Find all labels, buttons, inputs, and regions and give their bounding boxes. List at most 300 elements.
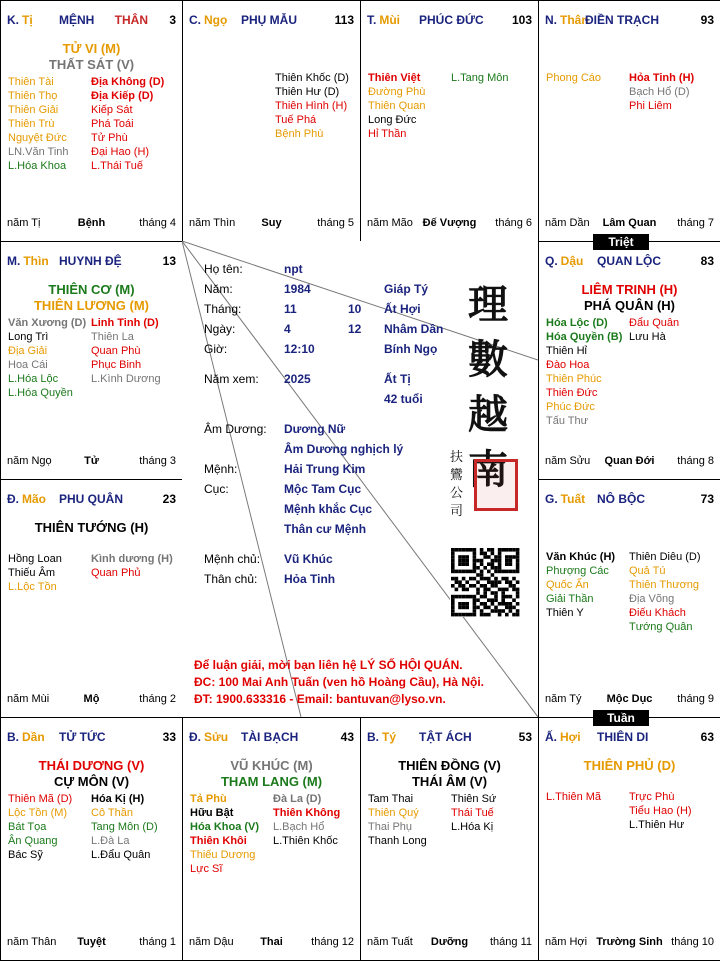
palace-month: tháng 6 [495, 217, 532, 229]
palace-year: năm Tý [545, 693, 582, 705]
star-item: Địa Võng [629, 593, 675, 605]
palace-name: PHỤ MẪU [241, 13, 297, 27]
minor-stars-right [91, 552, 173, 580]
star-item: Tang Môn (D) [91, 821, 158, 833]
star-item: Phá Toái [91, 118, 134, 130]
palace-header [367, 730, 532, 746]
calligraphy-char: 越 [468, 391, 508, 438]
palace-ty[interactable] [360, 717, 539, 961]
minor-stars-right [629, 316, 679, 344]
main-star: CỰ MÔN (V) [53, 774, 130, 789]
palace-year: năm Dậu [189, 936, 234, 948]
minor-stars-left [190, 792, 259, 876]
star-item: L.Đẩu Quân [91, 849, 151, 861]
star-item: Thiên Giải [8, 104, 59, 116]
main-star: THIÊN PHỦ (D) [583, 758, 676, 773]
star-item: Quốc Ấn [546, 579, 589, 591]
destiny-value: Hải Trung Kim [284, 462, 366, 476]
star-item: Phong Cáo [546, 72, 602, 84]
star-item: Long Trì [8, 331, 49, 343]
palace-name: TẬT ÁCH [419, 730, 472, 744]
palace-branch [7, 492, 46, 506]
body-lord-value: Hỏa Tinh [284, 572, 336, 586]
minor-stars-right [275, 71, 349, 141]
star-item: Đào Hoa [546, 359, 590, 371]
hour-value: 12:10 [284, 342, 315, 356]
palace-number: 73 [700, 492, 714, 506]
star-item: L.Thiên Mã [546, 791, 602, 803]
palace-mao[interactable] [0, 479, 183, 718]
palace-header [367, 13, 532, 29]
palace-stage: Tuyệt [77, 936, 106, 948]
day-lunar: 12 [348, 322, 362, 336]
minor-stars-right [91, 75, 164, 173]
palace-stage: Bệnh [77, 217, 106, 229]
palace-number: 63 [700, 730, 714, 744]
star-item: Thiên Khốc (D) [275, 72, 349, 84]
star-item: Thiên Y [546, 607, 584, 619]
seal-side-text: 扶鸞公司 [450, 450, 464, 519]
star-item: Trực Phù [629, 791, 675, 803]
view-year-label: Năm xem: [204, 372, 259, 386]
palace-month: tháng 9 [677, 693, 714, 705]
palace-thin[interactable] [0, 241, 183, 480]
star-item: Thiên Trù [8, 118, 55, 130]
star-item: Phượng Các [546, 565, 609, 577]
palace-footer [7, 217, 176, 231]
star-item: Lưu Hà [629, 331, 666, 343]
star-item: Thiên Việt [368, 72, 421, 84]
star-item: Thiên Phúc [546, 373, 602, 385]
star-item: Tấu Thư [546, 415, 589, 427]
palace-number: 93 [700, 13, 714, 27]
star-item: Thiên Thọ [8, 90, 58, 102]
branch-letter: C. [189, 13, 201, 27]
star-item: Phúc Đức [546, 401, 595, 413]
star-item: Hỏa Tinh (H) [629, 72, 695, 84]
branch-letter: Q. [545, 254, 558, 268]
palace-footer [545, 936, 714, 950]
star-item: Đà La (D) [273, 793, 322, 805]
year-value: 1984 [284, 282, 311, 296]
palace-footer [189, 936, 354, 950]
palace-number: 23 [162, 492, 176, 506]
star-item: Hóa Khoa (V) [190, 821, 260, 833]
star-item: Thiên Hỉ [546, 345, 587, 357]
palace-stage: Mộ [83, 693, 100, 705]
star-item: Kiếp Sát [91, 104, 133, 116]
palace-branch [189, 730, 228, 744]
star-item: L.Hóa Kị [451, 821, 494, 833]
calligraphy-char: 南 [468, 446, 508, 493]
branch-stem: Mão [22, 492, 46, 506]
branch-stem: Tý [382, 730, 397, 744]
contact-line: ĐC: 100 Mai Anh Tuấn (ven hồ Hoàng Cầu), Hà Nội. [194, 675, 485, 689]
star-item: Bệnh Phù [275, 128, 324, 140]
star-item: Tam Thai [368, 793, 414, 805]
main-star: THÁI DƯƠNG (V) [38, 758, 145, 773]
palace-branch [7, 254, 49, 268]
contact-line: ĐT: 1900.633316 - Email: bantuvan@lyso.vn. [194, 692, 446, 706]
star-item: Giải Thần [546, 593, 594, 605]
star-item: Thiên Diêu (D) [629, 551, 701, 563]
palace-month: tháng 11 [489, 936, 532, 948]
yinyang-label: Âm Dương: [204, 422, 267, 436]
palace-header [189, 730, 354, 746]
palace-month: tháng 8 [677, 455, 714, 467]
palace-branch [545, 254, 583, 268]
star-item: Thiên Mã (D) [8, 793, 73, 805]
palace-header [545, 492, 714, 508]
main-star: THIÊN LƯƠNG (M) [33, 298, 150, 313]
star-item: Phục Binh [91, 359, 142, 371]
palace-ti[interactable] [0, 0, 183, 242]
star-item: L.Hóa Khoa [8, 160, 67, 172]
star-item: Thiên Quý [368, 807, 419, 819]
palace-stage: Tử [84, 455, 99, 467]
palace-tuat[interactable] [538, 479, 720, 718]
star-item: Bạch Hổ (D) [629, 86, 690, 98]
year-label: Năm: [204, 282, 233, 296]
star-item: Điếu Khách [629, 607, 686, 619]
star-item: Nguyệt Đức [8, 132, 67, 144]
star-item: LN.Văn Tinh [8, 146, 69, 158]
star-item: L.Thiên Hư [629, 819, 685, 831]
star-item: Hồng Loan [8, 553, 62, 565]
view-year-canchi: Ất Tị [384, 372, 411, 386]
palace-branch [7, 13, 33, 27]
minor-stars-left [546, 316, 622, 428]
palace-footer [545, 217, 714, 231]
qr-code[interactable] [450, 547, 520, 617]
palace-number: 13 [162, 254, 176, 268]
palace-year: năm Mão [367, 217, 413, 229]
star-item: Linh Tinh (D) [91, 317, 159, 329]
view-year-value: 2025 [284, 372, 311, 386]
branch-stem: Tuất [560, 492, 586, 506]
palace-header [7, 254, 176, 270]
star-item: Hóa Lộc (D) [546, 317, 608, 329]
star-item: Hóa Kị (H) [91, 793, 145, 805]
palace-footer [189, 217, 354, 231]
palace-number: 83 [700, 254, 714, 268]
palace-header [7, 492, 176, 508]
palace-header [545, 730, 714, 746]
main-star: VŨ KHÚC (M) [230, 758, 313, 773]
minor-stars-right [451, 71, 508, 85]
star-item: Thiên Không [273, 807, 341, 819]
main-star: TỬ VI (M) [62, 41, 121, 56]
palace-footer [545, 455, 714, 469]
minor-stars-right [91, 792, 158, 862]
palace-name: PHU QUÂN [59, 492, 124, 506]
main-star: PHÁ QUÂN (H) [584, 298, 675, 313]
calligraphy-char: 數 [468, 336, 508, 383]
minor-stars-left [8, 75, 69, 173]
palace-footer [7, 693, 176, 707]
tuan-badge: Tuần [593, 710, 649, 726]
star-item: Văn Xương (D) [8, 317, 87, 329]
minor-stars-right [629, 790, 692, 832]
palace-branch [545, 13, 589, 27]
palace-number: 3 [169, 13, 176, 27]
star-item: L.Kình Dương [91, 373, 161, 385]
palace-name: ĐIỀN TRẠCH [585, 13, 659, 27]
hour-canchi: Bính Ngọ [384, 342, 438, 356]
palace-branch [367, 13, 400, 27]
palace-stage: Dưỡng [430, 936, 469, 948]
minor-stars-left [8, 792, 72, 862]
palace-name: MỆNH [59, 13, 95, 27]
branch-letter: K. [7, 13, 19, 27]
palace-header [545, 13, 714, 29]
name-label: Họ tên: [204, 262, 243, 276]
palace-mui[interactable] [360, 0, 539, 242]
destiny-lord-label: Mệnh chủ: [204, 552, 261, 566]
branch-letter: B. [7, 730, 19, 744]
palace-suu[interactable] [182, 717, 361, 961]
palace-year: năm Ngọ [7, 455, 52, 467]
star-item: Bát Tọa [8, 821, 47, 833]
palace-stage: Quan Đới [604, 455, 655, 467]
palace-than[interactable] [538, 0, 720, 242]
minor-stars-left [8, 552, 62, 594]
destiny-label: Mệnh: [204, 462, 238, 476]
star-item: Hỉ Thần [368, 128, 407, 140]
star-item: Phi Liêm [629, 100, 672, 112]
minor-stars-left [368, 792, 427, 848]
palace-number: 103 [511, 13, 532, 27]
star-item: Thiên Khôi [190, 835, 247, 847]
minor-stars-right [273, 792, 340, 848]
day-label: Ngày: [204, 322, 236, 336]
branch-stem: Ngọ [204, 13, 228, 27]
star-item: Địa Không (D) [91, 76, 165, 88]
palace-name: NÔ BỘC [597, 492, 645, 506]
star-item: Lực Sĩ [190, 863, 223, 875]
element-relation: Mệnh khắc Cục [284, 502, 373, 516]
main-star: THIÊN TƯỚNG (H) [34, 520, 149, 535]
palace-branch [189, 13, 227, 27]
palace-stage: Thai [260, 936, 283, 948]
minor-stars-left [368, 71, 425, 141]
palace-hoi[interactable] [538, 717, 720, 961]
branch-letter: Ấ. [545, 730, 557, 744]
palace-dan[interactable] [0, 717, 183, 961]
star-item: Thiên Sứ [451, 793, 497, 805]
star-item: Đẩu Quân [629, 317, 680, 329]
qr-code-icon [450, 547, 520, 617]
star-item: Hoa Cái [8, 359, 48, 371]
palace-branch [545, 492, 585, 506]
triet-badge: Triệt [593, 234, 649, 250]
palace-month: tháng 4 [139, 217, 176, 229]
star-item: Tuế Phá [275, 114, 317, 126]
branch-stem: Tị [22, 13, 33, 27]
star-item: Đường Phù [368, 86, 426, 98]
star-item: Thiên Tài [8, 76, 54, 88]
yinyang-relation: Âm Dương nghịch lý [284, 442, 404, 456]
minor-stars-left [546, 71, 601, 85]
palace-branch [545, 730, 581, 744]
month-value: 11 [284, 302, 297, 316]
star-item: Thiên Hình (H) [275, 100, 348, 112]
palace-month: tháng 5 [317, 217, 354, 229]
branch-stem: Dần [22, 730, 45, 744]
branch-stem: Hợi [560, 730, 581, 744]
star-item: Thiếu Âm [8, 567, 56, 579]
main-star: THÁI ÂM (V) [411, 774, 488, 789]
star-item: Thiên La [91, 331, 134, 343]
body-palace: Thân cư Mệnh [284, 522, 367, 536]
star-item: Hữu Bật [190, 807, 234, 819]
star-item: Bác Sỹ [8, 849, 43, 861]
branch-letter: N. [545, 13, 557, 27]
branch-letter: M. [7, 254, 21, 268]
palace-branch [7, 730, 45, 744]
palace-footer [367, 217, 532, 231]
body-lord-label: Thân chủ: [204, 572, 258, 586]
star-item: Tử Phù [91, 132, 128, 144]
center-info-panel [182, 241, 538, 717]
hour-label: Giờ: [204, 342, 228, 356]
main-star: THIÊN ĐỒNG (V) [398, 758, 501, 773]
palace-number: 43 [340, 730, 354, 744]
star-item: Thiên Đức [546, 387, 598, 399]
star-item: Văn Khúc (H) [546, 551, 616, 563]
star-item: Tiểu Hao (H) [629, 805, 692, 817]
palace-year: năm Tuất [367, 936, 413, 948]
year-canchi: Giáp Tý [384, 282, 429, 296]
palace-month: tháng 12 [311, 936, 354, 948]
palace-year: năm Sửu [545, 455, 591, 467]
name-value: npt [284, 262, 303, 276]
palace-footer [367, 936, 532, 950]
star-item: Quan Phù [91, 345, 141, 357]
palace-month: tháng 2 [139, 693, 176, 705]
palace-month: tháng 10 [671, 936, 714, 948]
main-star: THAM LANG (M) [220, 774, 323, 789]
star-item: Long Đức [368, 114, 417, 126]
branch-stem: Thân [560, 13, 589, 27]
main-star: THIÊN CƠ (M) [48, 282, 135, 297]
palace-year: năm Hợi [545, 936, 588, 948]
minor-stars-right [629, 550, 701, 634]
star-item: Thiên Hư (D) [275, 86, 340, 98]
star-item: L.Thái Tuế [91, 160, 143, 172]
palace-footer [7, 936, 176, 950]
element-label: Cục: [204, 482, 229, 496]
palace-year: năm Thìn [189, 217, 236, 229]
palace-month: tháng 3 [139, 455, 176, 467]
palace-branch [367, 730, 396, 744]
branch-letter: G. [545, 492, 558, 506]
contact-line: Để luận giải, mời bạn liên hệ LÝ SỐ HỘI QUÁN. [194, 658, 463, 672]
branch-stem: Thìn [23, 254, 49, 268]
palace-name: TÀI BẠCH [241, 730, 299, 744]
branch-stem: Sửu [204, 730, 229, 744]
palace-dau[interactable] [538, 241, 720, 480]
star-item: Kình dương (H) [91, 553, 173, 565]
star-item: Thai Phụ [368, 821, 413, 833]
star-item: Thanh Long [368, 835, 427, 847]
star-item: L.Đà La [91, 835, 130, 847]
palace-stage: Lâm Quan [602, 217, 657, 229]
yinyang-value: Dương Nữ [284, 422, 346, 436]
palace-extra: THÂN [114, 13, 148, 27]
palace-stage: Suy [261, 217, 282, 229]
palace-month: tháng 7 [677, 217, 714, 229]
month-canchi: Ất Hợi [384, 302, 421, 316]
minor-stars-left [546, 790, 601, 804]
palace-name: PHÚC ĐỨC [419, 13, 484, 27]
minor-stars-left [546, 550, 615, 620]
month-lunar: 10 [348, 302, 362, 316]
palace-header [7, 730, 176, 746]
calligraphy-char: 理 [468, 281, 508, 328]
day-canchi: Nhâm Dần [384, 322, 444, 336]
star-item: L.Thiên Khốc [273, 835, 338, 847]
element-value: Mộc Tam Cục [284, 482, 362, 496]
palace-stage: Mộc Dục [606, 693, 653, 705]
star-item: Tả Phù [190, 793, 227, 805]
age-value: 42 tuổi [384, 392, 423, 406]
palace-number: 33 [162, 730, 176, 744]
star-item: Đại Hao (H) [91, 146, 150, 158]
star-item: Thiếu Dương [190, 849, 256, 861]
star-item: Địa Giải [8, 345, 48, 357]
destiny-lord-value: Vũ Khúc [284, 552, 333, 566]
star-item: Thái Tuế [451, 807, 494, 819]
main-star: THẤT SÁT (V) [48, 57, 135, 72]
palace-stage: Trường Sinh [596, 936, 663, 948]
star-item: Quan Phủ [91, 567, 141, 579]
month-label: Tháng: [204, 302, 242, 316]
palace-year: năm Dần [545, 217, 590, 229]
palace-number: 53 [518, 730, 532, 744]
star-item: Thiên Thương [629, 579, 700, 591]
star-item: Quả Tú [629, 565, 666, 577]
star-item: L.Bạch Hổ [273, 821, 325, 833]
red-seal [474, 459, 518, 511]
star-item: L.Lộc Tồn [8, 581, 57, 593]
star-item: Thiên Quan [368, 100, 426, 112]
palace-name: HUYNH ĐỆ [59, 254, 122, 268]
palace-footer [545, 693, 714, 707]
branch-stem: Dậu [560, 254, 584, 268]
palace-year: năm Mùi [7, 693, 50, 705]
branch-letter: Đ. [7, 492, 19, 506]
branch-stem: Mùi [379, 13, 401, 27]
palace-name: TỬ TỨC [59, 730, 106, 744]
minor-stars-right [629, 71, 694, 113]
palace-header [189, 13, 354, 29]
star-item: Lộc Tồn (M) [8, 807, 68, 819]
branch-letter: B. [367, 730, 379, 744]
palace-header [545, 254, 714, 270]
main-star: LIÊM TRINH (H) [581, 282, 678, 297]
palace-name: QUAN LỘC [597, 254, 661, 268]
palace-stage: Đế Vượng [422, 217, 477, 229]
star-item: Cô Thần [91, 807, 133, 819]
palace-ngo[interactable] [182, 0, 361, 242]
palace-number: 113 [334, 13, 354, 27]
palace-name: THIÊN DI [597, 730, 649, 744]
minor-stars-right [451, 792, 496, 834]
star-item: Tướng Quân [629, 621, 693, 633]
palace-footer [7, 455, 176, 469]
palace-header [7, 13, 176, 29]
